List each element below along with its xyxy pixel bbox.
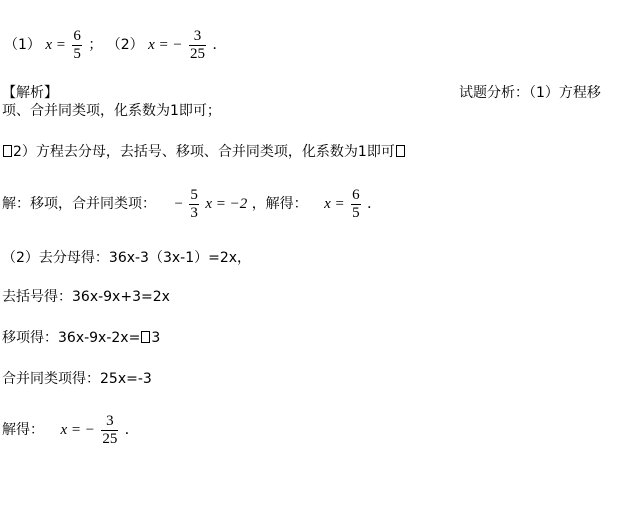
solution-step-4-text: 移项得：36x-9x-2x= [2,330,141,346]
answer-fraction-2-denominator: 25 [190,45,205,62]
answer-x2: x = − [148,37,183,53]
solution-step-1-fraction-denominator: 3 [190,204,198,221]
analysis-line-3-text: 2）方程去分母，去括号、移项、合并同类项，化系数为1即可 [13,144,395,160]
solution-step-1-prefix: 解：移项，合并同类项： [2,196,156,212]
solution-step-1-fraction [189,187,199,222]
solution-step-4-value: 3 [151,330,161,346]
solution-step-1-x: x = [324,196,345,212]
solution-step-6-fraction [101,413,118,448]
answer-fraction-2 [189,28,206,63]
solution-step-1-answer-fraction [351,187,361,222]
solution-step-6-denominator: 25 [102,430,118,447]
missing-glyph-icon [3,145,12,157]
solution-step-1-answer-denominator: 5 [352,204,360,221]
answer-fraction-2-numerator: 3 [193,27,202,44]
answer-separator: ； [88,37,103,53]
missing-glyph-icon [396,145,405,157]
analysis-line-2: 项、合并同类项，化系数为1即可； [2,103,221,119]
solution-step-6-numerator: 3 [106,412,114,429]
solution-step-6-prefix: 解得： [2,422,44,438]
answer-fraction-1-denominator: 5 [73,45,81,62]
answer-fraction-1 [72,28,82,63]
solution-step-1-end: ． [367,196,382,212]
solution-step-1-fraction-numerator: 5 [190,186,198,203]
solution-step-1 [2,186,381,222]
answer-x1: x = [45,37,66,53]
solution-step-1-mid: ，解得： [251,196,308,212]
analysis-line-3 [2,143,406,161]
solution-step-6 [2,412,139,448]
solution-step-2: （2）去分母得：36x-3（3x-1）=2x， [2,250,252,266]
solution-step-1-neg: − [174,196,183,212]
answer-part1-label: （1） [4,37,41,53]
answer-part2-label: （2） [106,37,144,53]
solution-step-6-x: x = − [60,422,95,438]
solution-step-5: 合并同类项得：25x=-3 [2,371,152,387]
missing-glyph-icon [141,331,150,343]
analysis-right-text: 试题分析：（1）方程移 [459,85,601,101]
solution-step-6-end: ． [124,422,139,438]
answer-end: ． [212,37,227,53]
solution-step-1-answer-numerator: 6 [352,186,360,203]
solution-step-4 [2,329,160,347]
solution-step-1-equation: x = −2 [205,196,248,212]
answer-line [4,27,226,63]
solution-step-3: 去括号得：36x-9x+3=2x [2,289,170,305]
analysis-header: 【解析】 [2,85,58,101]
answer-fraction-1-numerator: 6 [73,27,81,44]
